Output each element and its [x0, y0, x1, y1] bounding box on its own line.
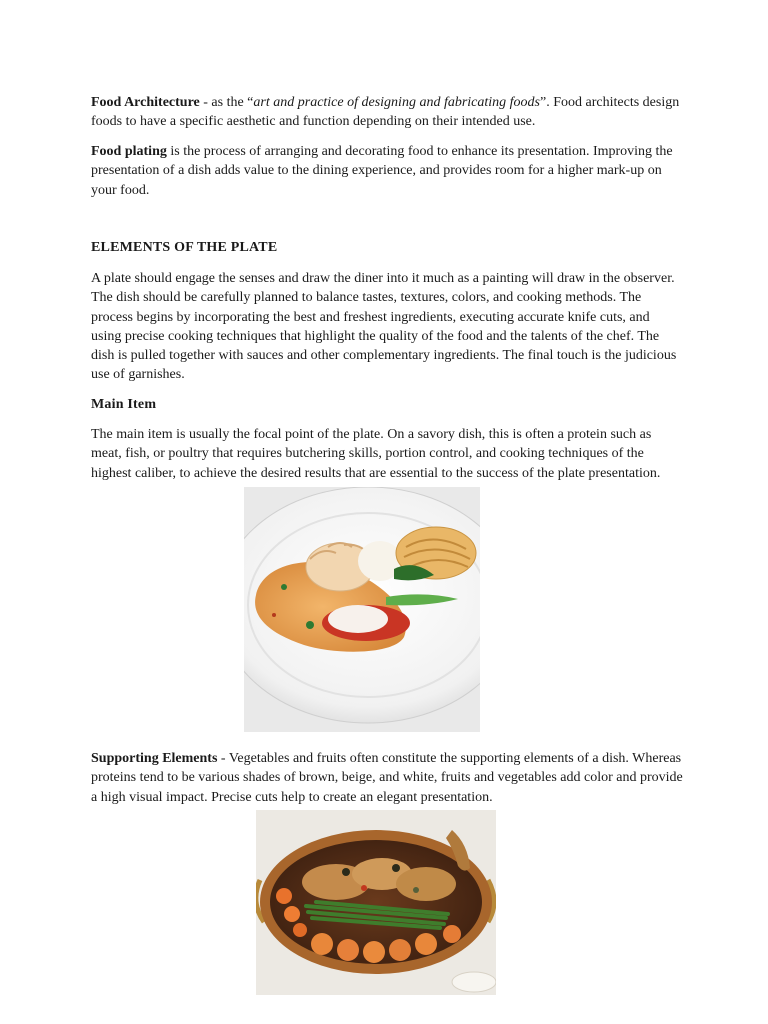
- food-architecture-intro: - as the “: [199, 95, 254, 110]
- food-plating-body: is the process of arranging and decorating food to enhance its presentation. Improving the presentation of a dish adds value to the dining experience, and provides room for a higher mark-up on your food.: [91, 144, 673, 198]
- food-architecture-term: Food Architecture: [91, 95, 200, 110]
- food-plating-term: Food plating: [91, 144, 167, 159]
- food-architecture-paragraph: [91, 93, 683, 132]
- supporting-elements-paragraph: [91, 749, 683, 807]
- elements-paragraph: A plate should engage the senses and draw the diner into it much as a painting will draw in the observer. The dish should be carefully planned to balance tastes, textures, colors, and cooking methods. The process begins by incorporating the best and freshest ingredients, executing accurate knife cuts, and using precise cooking techniques that highlight the quality of the food and the talents of the chef. The dish is pulled together with sauces and other complementary ingredients. The final touch is the judicious use of garnishes.: [91, 271, 677, 383]
- food-plating-paragraph: [91, 142, 683, 200]
- food-architecture-body: ”. Food architects design foods to have a specific aesthetic and function depending on their intended use.: [91, 95, 680, 130]
- main-item-paragraph: The main item is usually the focal point of the plate. On a savory dish, this is often a protein such as meat, fish, or poultry that requires butchering skills, portion control, and cooking techniques of the highest caliber, to achieve the desired results that are essential to the success of the plate presentation.: [91, 427, 661, 481]
- main-item-heading: Main Item: [91, 397, 157, 412]
- plated-dish-illustration: [244, 487, 480, 732]
- supporting-elements-term: Supporting Elements: [91, 751, 218, 766]
- food-architecture-definition: art and practice of designing and fabricating foods: [253, 95, 541, 110]
- plated-dish-photo: [244, 487, 480, 732]
- elements-heading: ELEMENTS OF THE PLATE: [91, 240, 278, 255]
- supporting-dish-photo: [256, 810, 496, 995]
- supporting-dish-illustration: [256, 810, 496, 995]
- supporting-elements-body: - Vegetables and fruits often constitute the supporting elements of a dish. Whereas proteins tend to be various shades of brown, beige, and white, fruits and vegetables add color and provide a high visual impact. Precise cuts help to create an elegant presentation.: [91, 751, 683, 805]
